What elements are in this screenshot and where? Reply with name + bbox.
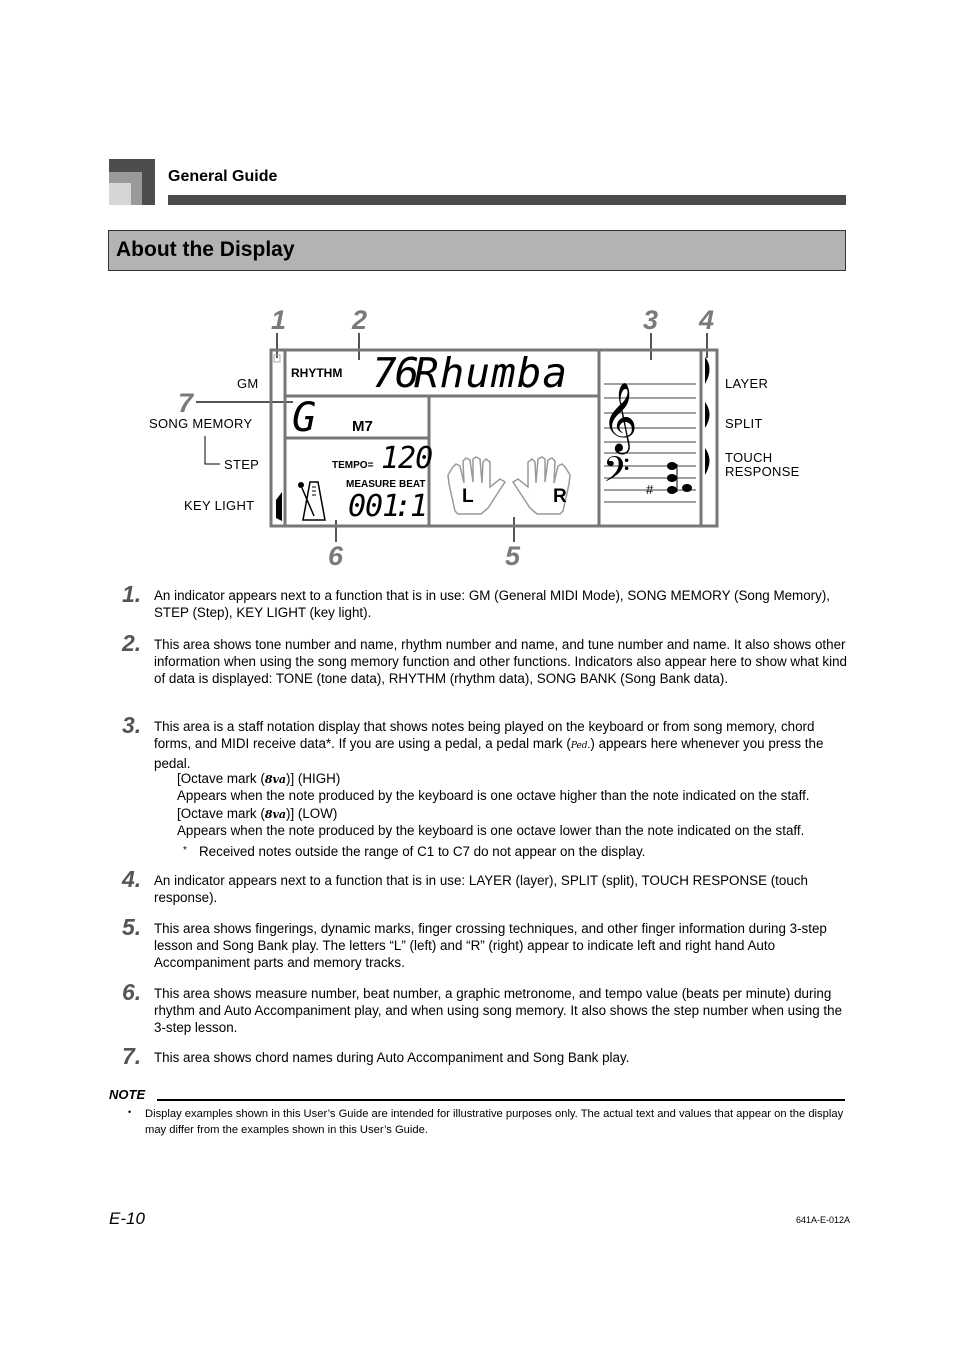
item-number: 3. xyxy=(122,712,142,738)
label-song-memory: SONG MEMORY xyxy=(149,416,253,431)
label-touch: TOUCH xyxy=(725,450,773,465)
lcd-mode-indicator: RHYTHM xyxy=(291,366,343,380)
item-number: 2. xyxy=(122,630,142,656)
lcd-beat-label: BEAT xyxy=(399,479,426,490)
item-text-a: This area is a staff notation display that shows notes being played on the keyboard or from song memory, chord forms, and MIDI receive data*. If you are using a pedal, a pedal mark ( xyxy=(154,719,815,751)
svg-text:𝄞: 𝄞 xyxy=(602,382,638,452)
item-number: 1. xyxy=(122,581,142,607)
octave-high-title xyxy=(177,770,849,788)
display-diagram xyxy=(0,0,954,580)
lcd-right-hand-label: R xyxy=(553,486,567,507)
footnote-marker: * xyxy=(183,845,187,856)
note-bullet: • xyxy=(128,1107,132,1117)
item-text xyxy=(154,718,848,772)
item-text: This area shows chord names during Auto Accompaniment and Song Bank play. xyxy=(154,1050,630,1065)
lcd-left-hand-label: L xyxy=(462,486,474,507)
label-response: RESPONSE xyxy=(725,464,800,479)
item-number: 5. xyxy=(122,914,142,940)
note-label: NOTE xyxy=(109,1087,146,1102)
item-text: This area shows measure number, beat number, a graphic metronome, and tempo value (beats per minute) during rhythm and Auto Accompaniment play, and when using song memory. It also shows the step number when using the 3-step lesson. xyxy=(154,986,843,1035)
note-text: Display examples shown in this User’s Guide are intended for illustrative purposes only. The actual text and values that appear on the display may differ from the examples shown in this User’s Guide. xyxy=(145,1108,844,1136)
page-number: E-10 xyxy=(109,1209,145,1228)
document-code: 641A-E-012A xyxy=(796,1215,851,1225)
lcd-beat-value: 1 xyxy=(410,489,429,524)
lcd-measure-label: MEASURE xyxy=(346,479,397,490)
lcd-beat-separator: : xyxy=(394,489,413,524)
octave-high-b: )] (HIGH) xyxy=(286,771,341,786)
item-number: 6. xyxy=(122,979,142,1005)
callout-1: 1 xyxy=(271,305,287,335)
lcd-measure-value: 001 xyxy=(348,489,400,524)
callout-6: 6 xyxy=(328,541,344,571)
footnote-text: Received notes outside the range of C1 to C7 do not appear on the display. xyxy=(199,844,646,859)
lcd-tempo-label: TEMPO= xyxy=(332,460,374,471)
callout-2: 2 xyxy=(352,305,368,335)
octave-low-b: )] (LOW) xyxy=(286,806,338,821)
item-text: This area shows fingerings, dynamic marks, finger crossing techniques, and other finger information during 3-step lesson and Song Bank play. The letters “L” (left) and “R” (right) appear to indicate left and right hand Auto Accompaniment parts and memory tracks. xyxy=(154,921,827,970)
label-key-light: KEY LIGHT xyxy=(184,498,255,513)
lcd-rhythm-number: 76 xyxy=(372,349,418,397)
item-number: 7. xyxy=(122,1043,142,1069)
lcd-drawing xyxy=(0,0,954,580)
page-title: About the Display xyxy=(116,238,295,261)
pedal-mark-icon: Ped. xyxy=(570,741,591,751)
callout-4: 4 xyxy=(699,305,715,335)
callout-5: 5 xyxy=(505,541,521,571)
lcd-chord-type: M7 xyxy=(352,418,373,435)
lcd-tempo-value: 120 xyxy=(381,441,433,476)
octave-low-desc: Appears when the note produced by the keyboard is one octave lower than the note indicated on the staff. xyxy=(177,823,805,838)
note-rule xyxy=(157,1099,845,1101)
octave-mark-icon: 8va xyxy=(264,773,286,786)
section-header-title: General Guide xyxy=(168,168,278,185)
octave-high-desc: Appears when the note produced by the keyboard is one octave higher than the note indicated on the staff. xyxy=(177,788,810,803)
octave-low-title xyxy=(177,805,849,823)
octave-low-a: [Octave mark ( xyxy=(177,806,265,821)
octave-high-a: [Octave mark ( xyxy=(177,771,265,786)
callout-3: 3 xyxy=(643,305,659,335)
lcd-rhythm-name: Rhumba xyxy=(414,349,569,397)
item-text: This area shows tone number and name, rhythm number and name, and tune number and name. It also shows other information when using the song memory function and other functions. Indicators also appear here to show what kind of data is displayed: TONE (tone data), RHYTHM (rhythm data), SONG BANK (Song Bank data). xyxy=(154,637,847,686)
label-gm: GM xyxy=(237,376,259,391)
lcd-sharp-sign: # xyxy=(646,482,654,497)
item-text: An indicator appears next to a function that is in use: GM (General MIDI Mode), SONG MEMORY (Song Memory), STEP (Step), KEY LIGHT (key light). xyxy=(154,588,830,620)
octave-mark-icon: 8va xyxy=(264,808,286,821)
label-split: SPLIT xyxy=(725,416,763,431)
item-number: 4. xyxy=(122,866,142,892)
callout-7: 7 xyxy=(178,388,194,418)
item-text-b: ) appears here whenever you press the pedal. xyxy=(154,736,824,771)
label-layer: LAYER xyxy=(725,376,769,391)
svg-text:𝄢: 𝄢 xyxy=(603,449,631,498)
lcd-chord-root: G xyxy=(292,395,317,441)
tempo-label-text: TEMPO xyxy=(332,460,368,471)
item-text: An indicator appears next to a function that is in use: LAYER (layer), SPLIT (split), TOUCH RESPONSE (touch response). xyxy=(154,873,808,905)
label-step: STEP xyxy=(224,457,260,472)
